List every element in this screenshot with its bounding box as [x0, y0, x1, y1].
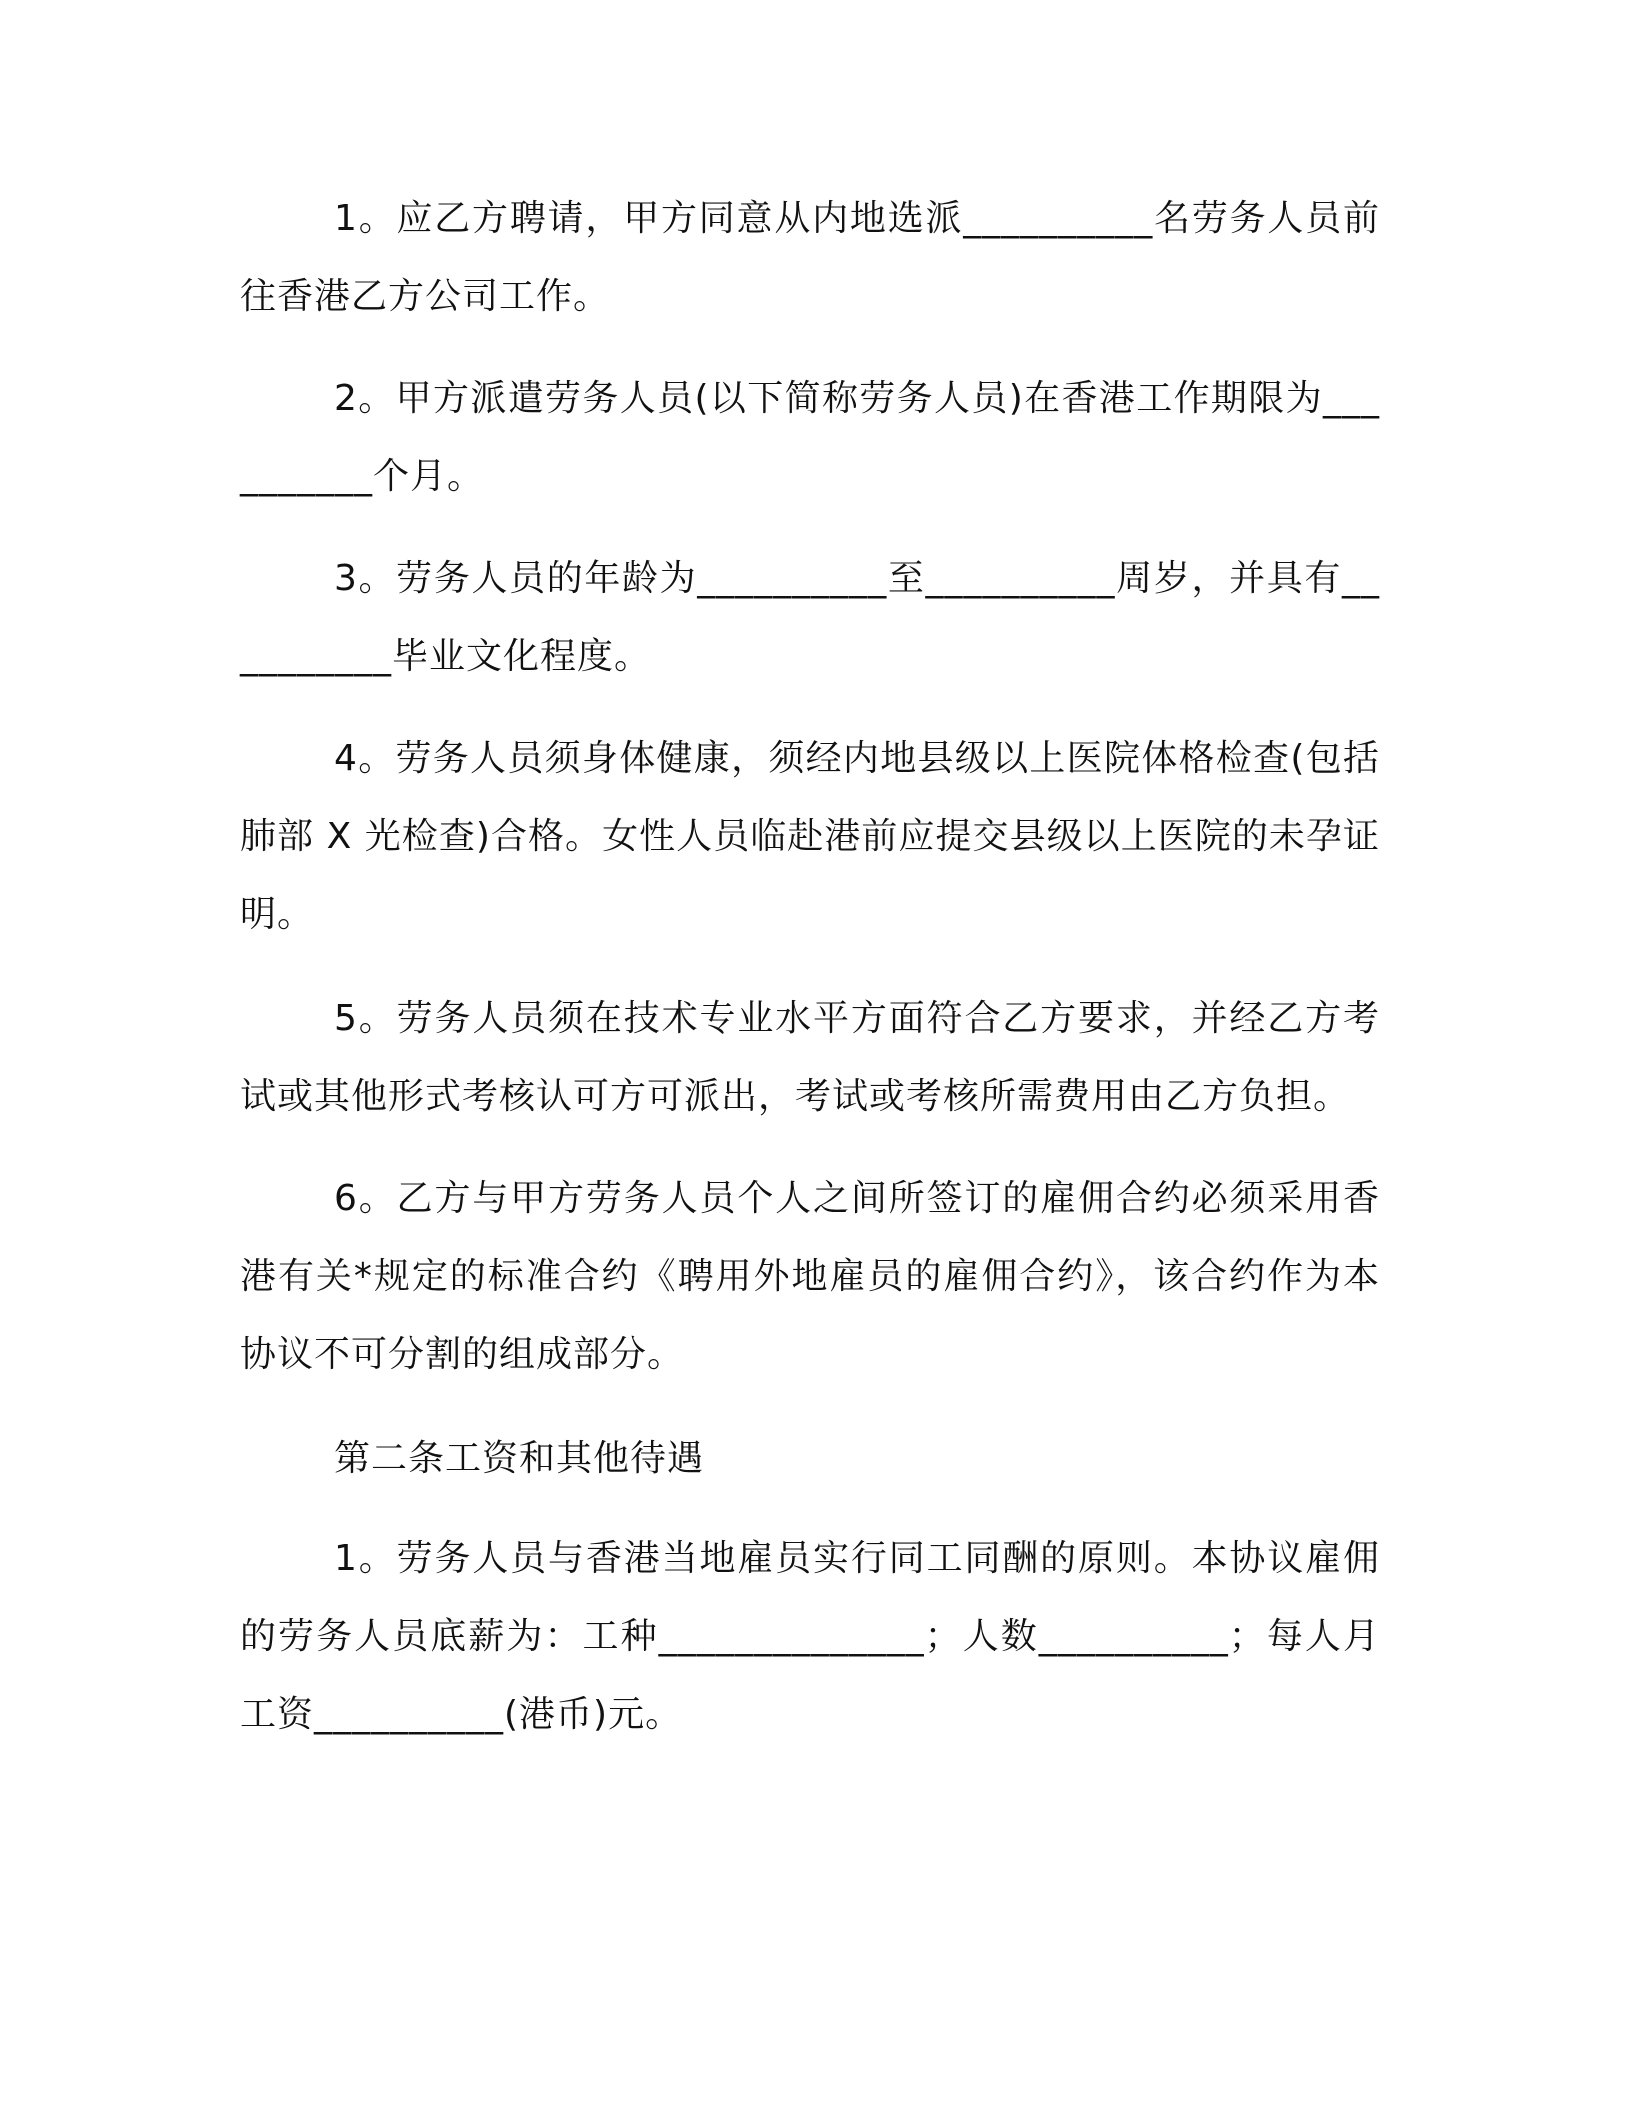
- clause-paragraph-1: 1。应乙方聘请，甲方同意从内地选派__________名劳务人员前往香港乙方公司工作。: [240, 198, 1380, 317]
- clause-paragraph-4: 4。劳务人员须身体健康，须经内地县级以上医院体格检查(包括肺部 X 光检查)合格。女性人员临赴港前应提交县级以上医院的未孕证明。: [240, 738, 1380, 935]
- clause-paragraph-2: 2。甲方派遣劳务人员(以下简称劳务人员)在香港工作期限为__________个月。: [240, 378, 1380, 497]
- section-heading: 第二条工资和其他待遇: [334, 1438, 705, 1479]
- clause-paragraph-5: 5。劳务人员须在技术专业水平方面符合乙方要求，并经乙方考试或其他形式考核认可方可派出，考试或考核所需费用由乙方负担。: [240, 998, 1380, 1117]
- clause-paragraph-3: 3。劳务人员的年龄为__________至__________周岁，并具有__________毕业文化程度。: [240, 558, 1380, 677]
- clause-paragraph-6: 6。乙方与甲方劳务人员个人之间所签订的雇佣合约必须采用香港有关*规定的标准合约《聘用外地雇员的雇佣合约》，该合约作为本协议不可分割的组成部分。: [240, 1178, 1380, 1375]
- wage-clause-paragraph-1: 1。劳务人员与香港当地雇员实行同工同酬的原则。本协议雇佣的劳务人员底薪为：工种______________；人数__________；每人月工资__________(港币)元。: [240, 1538, 1380, 1735]
